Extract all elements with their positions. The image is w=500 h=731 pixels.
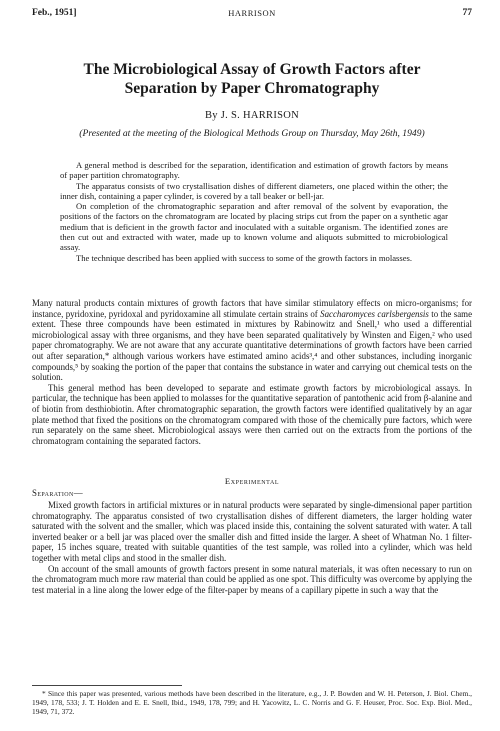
intro-text-b: to the same extent. These three compounds have been estimated in mixtures by Rabinowitz and Snell,¹ who used a differential microbiological assay with three organisms, and they have been separated qualitatively by Winsten and Eigen,² who used paper chromatography. We are not aware that any accurate quantitative determinations of growth factors have been carried out after separation,* although various workers have estimated amino acids³,⁴ and other substances, including inorganic compounds,⁵ by soaking the portion of the paper that contains the substance in water and carrying out chemical tests on the solution. xyxy=(32,308,473,383)
title-line-2: Separation by Paper Chromatography xyxy=(124,80,380,97)
section-heading: Experimental xyxy=(224,476,280,486)
abstract-paragraph: The technique described has been applied with success to some of the growth factors in molasses. xyxy=(76,252,413,263)
abstract-paragraph: On completion of the chromatographic separation and after removal of the solvent by evaporation, the positions of the factors on the chromatogram are located by placing strips cut from the paper on a synthetic agar medium that is deficient in the growth factor and inoculated with a suitable organism. The identified zones are then cut out and extracted with water, made up to known volume and aliquots submitted to microbiological assay. xyxy=(60,201,448,253)
intro-text-a: Many natural products contain mixtures of growth factors that have similar stimulatory effects on micro-organisms; for instance, pyridoxine, pyridoxal and pyridoxamine all stimulate certain strains of xyxy=(32,298,472,319)
presented-note: (Presented at the meeting of the Biological Methods Group on Thursday, May 26th, 1949) xyxy=(79,128,425,139)
experimental-paragraph: On account of the small amounts of growth factors present in some natural materials, it was often necessary to run on the chromatogram much more raw material than could be applied as one spot. This difficulty was overcome by applying the test material in a line along the lower edge of the filter-paper by means of a capillary pipette in such a way that the xyxy=(32,563,472,595)
byline: By J. S. HARRISON xyxy=(204,110,300,121)
intro-paragraph xyxy=(32,298,472,383)
page-number: 77 xyxy=(462,8,472,18)
article-title xyxy=(32,60,472,98)
experimental-body xyxy=(32,500,472,595)
footnote: * Since this paper was presented, various methods have been described in the literature, e.g., J. P. Bowden and W. H. Peterson, J. Biol. Chem., 1949, 178, 533; J. T. Holden and E. E. Snell, Ibid., 1949, 178, 799; and H. Yacowitz, L. C. Norris and G. F. Heuser, Proc. Soc. Exp. Biol. Med., 1949, 71, 372. xyxy=(32,689,472,716)
abstract-paragraph: The apparatus consists of two crystallisation dishes of different diameters, one placed within the other; the inner dish, containing a paper cylinder, is covered by a tall beaker or bell-jar. xyxy=(60,180,448,201)
running-author: HARRISON xyxy=(228,8,276,18)
abstract-paragraph: A general method is described for the separation, identification and estimation of growth factors by means of paper partition chromatography. xyxy=(60,160,448,181)
running-head xyxy=(32,8,472,22)
introduction xyxy=(32,298,472,446)
species-name: Saccharomyces carlsbergensis xyxy=(320,308,429,319)
footnote-rule xyxy=(32,685,182,686)
subsection-heading: Separation— xyxy=(32,488,83,498)
issue-date: Feb., 1951] xyxy=(32,8,77,18)
intro-paragraph: This general method has been developed to separate and estimate growth factors by microbiological assays. In particular, the technique has been applied to molasses for the quantitative separation of pantothenic acid from β-alanine and of biotin from desthiobiotin. After chromatographic separation, the growth factors were identified qualitatively by an agar plate method that fixed the positions on the chromatogram compared with those of the chemically pure factors, which were run separately on the same sheet. Microbiological assays were then carried out on the extracts from the portions of the chromatogram containing the separated factors. xyxy=(32,382,472,446)
title-line-1: The Microbiological Assay of Growth Factors after xyxy=(83,61,421,78)
abstract xyxy=(60,160,448,263)
experimental-paragraph: Mixed growth factors in artificial mixtures or in natural products were separated by single-dimensional paper partition chromatography. The apparatus consisted of two crystallisation dishes of different diameters, the larger holding water saturated with the solvent and the smaller, which was placed inside this, containing the solvent saturated with water. A tall inverted beaker or a bell jar was placed over the smaller dish and fitted inside the larger. A sheet of Whatman No. 1 filter-paper, 15 inches square, treated with suitable quantities of the test sample, was rolled into a cylinder, which was held together with metal clips and stood in the smaller dish. xyxy=(32,500,472,563)
